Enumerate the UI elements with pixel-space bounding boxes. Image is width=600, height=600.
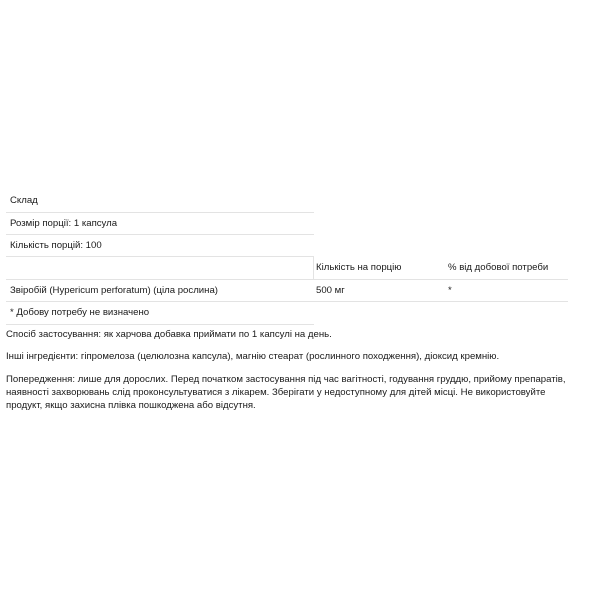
facts-title: Склад	[10, 195, 38, 207]
warning-text: Попередження: лише для дорослих. Перед початком застосування під час вагітності, годування груддю, прийому препаратів, наявності захворювань слід проконсультуватися з лікарем. Зберігати у недоступному для дітей місці. Не використовуйте продукт, якщо захисна плівка пошкоджена або відсутня.	[6, 374, 566, 412]
servings-count-row	[6, 235, 314, 257]
footnote-row	[6, 302, 314, 325]
table-row	[6, 280, 568, 302]
daily-value-footnote: * Добову потребу не визначено	[10, 307, 150, 319]
daily-value-column-header: % від добової потреби	[448, 262, 549, 274]
ingredient-amount: 500 мг	[316, 284, 345, 296]
other-ingredients-text: Інші інгредієнти: гіпромелоза (целюлозна капсула), магнію стеарат (рослинного походження), діоксид кремнію.	[6, 351, 500, 362]
amount-column-header: Кількість на порцію	[316, 262, 402, 274]
usage-text: Спосіб застосування: як харчова добавка приймати по 1 капсулі на день.	[6, 329, 332, 340]
ingredient-daily-value: *	[448, 284, 452, 296]
supplement-facts-table	[6, 190, 568, 325]
table-header-row	[6, 257, 568, 280]
serving-size: Розмір порції: 1 капсула	[10, 217, 118, 229]
serving-size-row	[6, 213, 314, 235]
servings-count: Кількість порцій: 100	[10, 239, 102, 251]
facts-title-row	[6, 190, 314, 213]
ingredient-name: Звіробій (Hypericum perforatum) (ціла рослина)	[10, 284, 218, 296]
